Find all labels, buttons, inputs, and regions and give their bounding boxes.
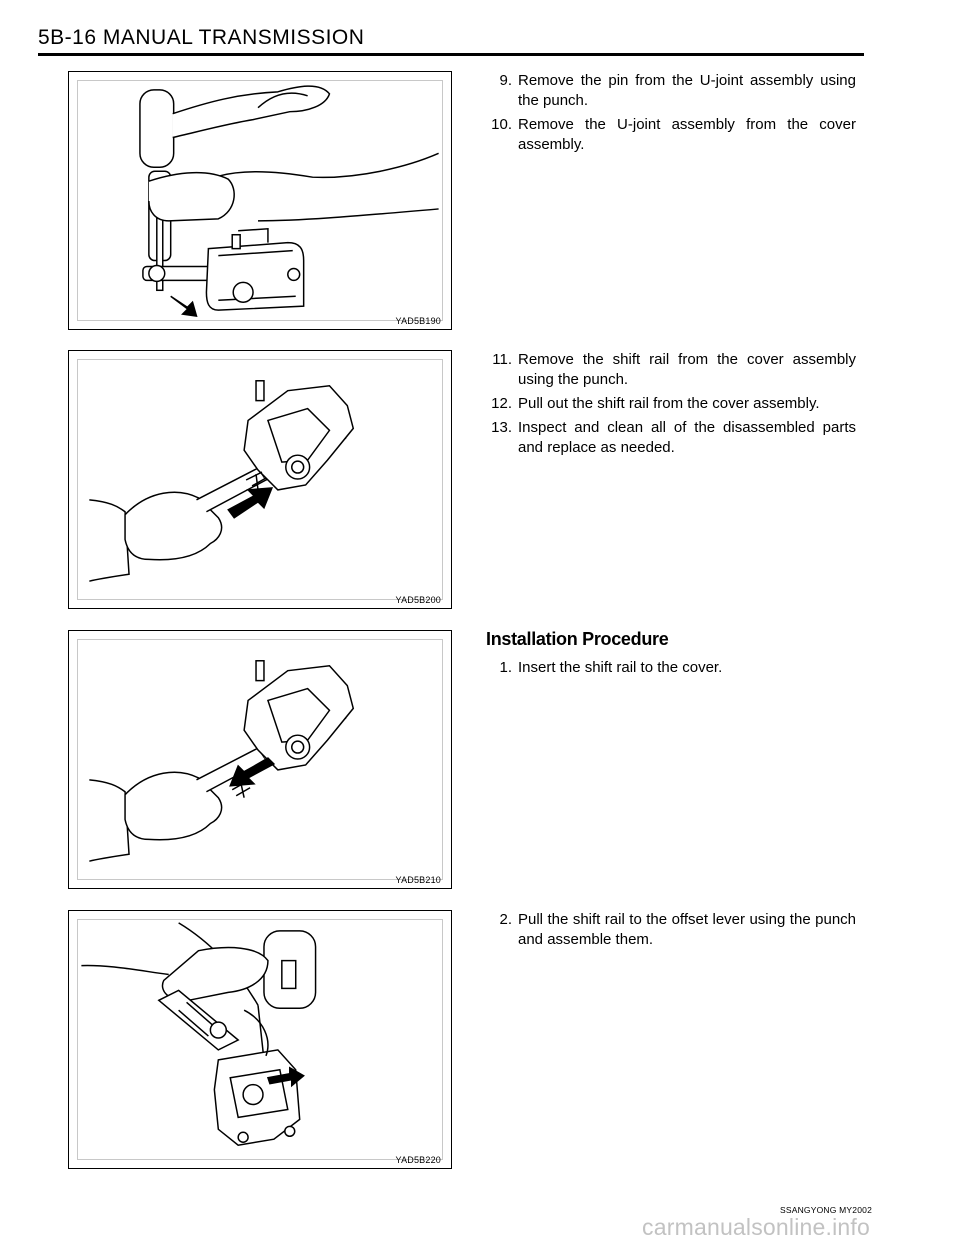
step-text: Insert the shift rail to the cover.	[518, 659, 723, 676]
section-title: Installation Procedure	[486, 629, 669, 649]
illustration-pull-out-shift-rail	[69, 351, 451, 608]
illustration-hammer-punch	[69, 72, 451, 329]
page-header: 5B-16 MANUAL TRANSMISSION	[38, 26, 365, 49]
step-number: 9.	[499, 72, 512, 89]
figure-yad5b210	[68, 630, 452, 889]
figure-yad5b190	[68, 71, 452, 330]
footer-model: SSANGYONG MY2002	[779, 1205, 872, 1215]
step-text: Pull out the shift rail from the cover assembly.	[518, 395, 820, 412]
step-item	[486, 350, 856, 390]
steps-group-2	[486, 350, 856, 462]
steps-group-1	[486, 71, 856, 159]
step-text: Remove the U-joint assembly from the cover assembly.	[518, 116, 856, 153]
step-text: Pull the shift rail to the offset lever using the punch and assemble them.	[518, 911, 856, 948]
illustration-assemble-offset-lever	[69, 911, 451, 1168]
figure-yad5b200	[68, 350, 452, 609]
step-item	[486, 394, 856, 414]
figure-code: YAD5B190	[395, 316, 441, 326]
figure-code: YAD5B210	[395, 875, 441, 885]
steps-group-3	[486, 658, 856, 682]
step-item	[486, 658, 856, 678]
illustration-insert-shift-rail	[69, 631, 451, 888]
step-text: Inspect and clean all of the disassembled parts and replace as needed.	[518, 419, 856, 456]
step-item	[486, 115, 856, 155]
step-number: 12.	[491, 395, 512, 412]
step-number: 1.	[499, 659, 512, 676]
steps-group-4	[486, 910, 856, 954]
step-text: Remove the pin from the U-joint assembly using the punch.	[518, 72, 856, 109]
step-item	[486, 418, 856, 458]
figure-yad5b220	[68, 910, 452, 1169]
watermark: carmanualsonline.info	[642, 1214, 870, 1240]
header-rule	[38, 53, 864, 56]
step-number: 13.	[491, 419, 512, 436]
figure-code: YAD5B220	[395, 1155, 441, 1165]
step-number: 2.	[499, 911, 512, 928]
step-text: Remove the shift rail from the cover assembly using the punch.	[518, 351, 856, 388]
step-number: 10.	[491, 116, 512, 133]
step-number: 11.	[492, 351, 512, 368]
figure-code: YAD5B200	[395, 595, 441, 605]
step-item	[486, 910, 856, 950]
step-item	[486, 71, 856, 111]
